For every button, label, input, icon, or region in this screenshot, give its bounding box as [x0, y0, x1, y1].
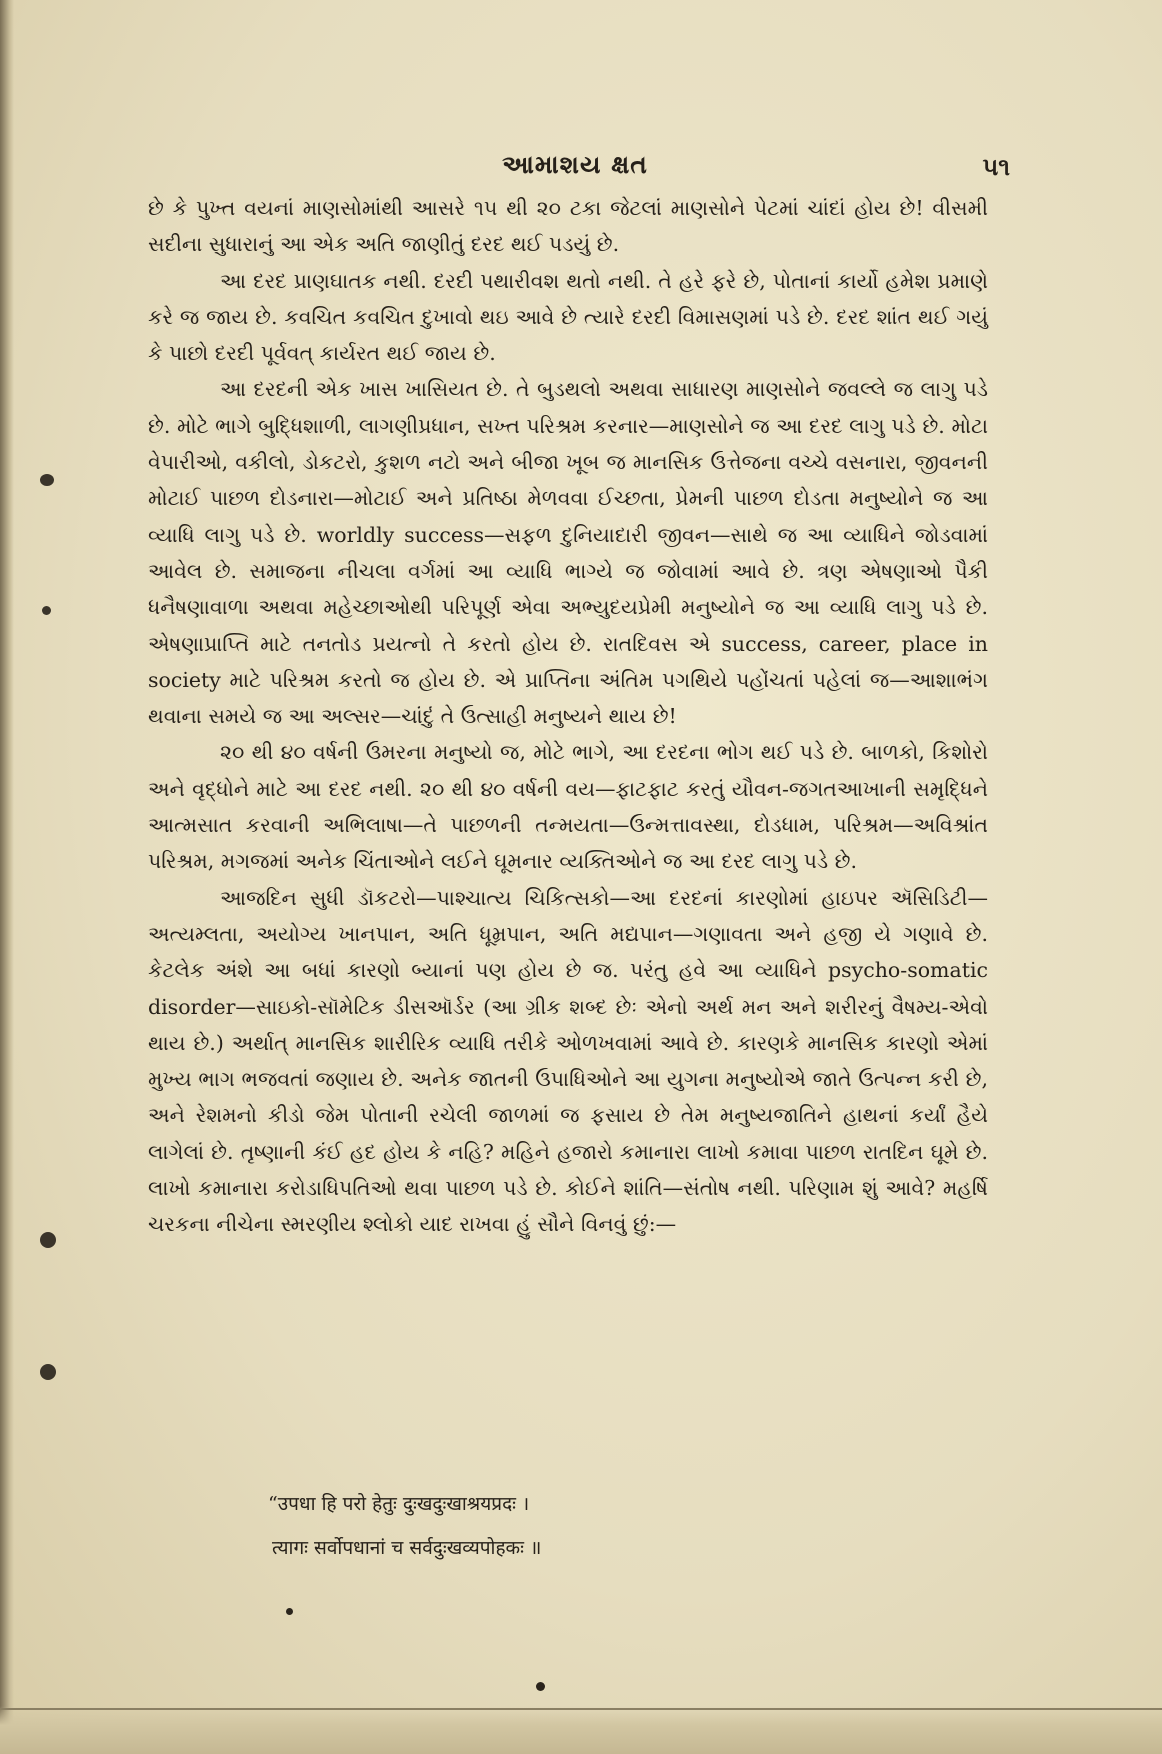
verse-line: त्यागः सर्वोपधानां च सर्वदुःखव्यपोहकः ॥ [272, 1537, 542, 1559]
binding-hole [40, 1232, 56, 1248]
binding-hole [42, 606, 51, 615]
paragraph: ૨૦ થી ૪૦ વર્ષની ઉમરના મનુષ્યો જ, મોટે ભાગે, આ દરદના ભોગ થઈ પડે છે. બાળકો, કિશોરો અને વૃદ્ધોને માટે આ દરદ નથી. ૨૦ થી ૪૦ વર્ષની વય—ફાટફાટ કરતું યૌવન-જગતઆખાની સમૃદ્ધિને આત્મસાત કરવાની અભિલાષા—તે પાછળની તન્મયતા—ઉન્મત્તાવસ્થા, દોડધામ, પરિશ્રમ—અવિશ્રાંત પરિશ્રમ, મગજમાં અનેક ચિંતાઓને લઈને ઘૂમનાર વ્યક્તિઓને જ આ દરદ લાગુ પડે છે. [148, 740, 988, 874]
ink-speck [536, 1682, 545, 1691]
paragraph: છે કે પુખ્ત વયનાં માણસોમાંથી આસરે ૧૫ થી ૨૦ ટકા જેટલાં માણસોને પેટમાં ચાંદાં હોય છે! વીસમી સદીના સુધારાનું આ એક અતિ જાણીતું દરદ થઈ પડયું છે. [148, 196, 988, 257]
verse-line: “उपधा हि परो हेतुः दुःखदुःखाश्रयप्रदः । [268, 1493, 530, 1515]
running-title: આમાશય ક્ષત [502, 150, 648, 179]
binding-hole [40, 1364, 56, 1380]
page-bottom-edge [0, 1706, 1162, 1754]
body-text [148, 190, 988, 1243]
paragraph: આ દરદ પ્રાણઘાતક નથી. દરદી પથારીવશ થતો નથી. તે હરે ફરે છે, પોતાનાં કાર્યો હમેશ પ્રમાણે કરે જ જાય છે. કવચિત કવચિત દુખાવો થઇ આવે છે ત્યારે દરદી વિમાસણમાં પડે છે. દરદ શાંત થઈ ગયું કે પાછો દરદી પૂર્વવત્ કાર્યરત થઈ જાય છે. [148, 268, 988, 366]
page-number: ૫૧ [982, 152, 1010, 181]
ink-speck [286, 1608, 293, 1615]
paragraph: આજદિન સુધી ડૉકટરો—પાશ્ચાત્ય ચિકિત્સકો—આ દરદનાં કારણોમાં હાઇપર ઍસિડિટી—અત્યમ્લતા, અયોગ્ય ખાનપાન, અતિ ધૂમ્રપાન, અતિ મદ્યપાન—ગણાવતા અને હજી યે ગણાવે છે. કેટલેક અંશે આ બધાં કારણો બ્યાનાં પણ હોય છે જ. પરંતુ હવે આ વ્યાધિને psycho-somatic disorder—સાઇકો-સૉમેટિક ડીસઑર્ડર (આ ગ્રીક શબ્દ છેઃ એનો અર્થ મન અને શરીરનું વૈષમ્ય-એવો થાય છે.) અર્થાત્ માનસિક શારીરિક વ્યાધિ તરીકે ઓળખવામાં આવે છે. કારણકે માનસિક કારણો એમાં મુખ્ય ભાગ ભજવતાં જણાય છે. અનેક જાતની ઉપાધિઓને આ યુગના મનુષ્યોએ જાતે ઉત્પન્ન કરી છે, અને રેશમનો કીડો જેમ પોતાની રચેલી જાળમાં જ ફસાય છે તેમ મનુષ્યજાતિને હાથનાં કર્યાં હૈયે લાગેલાં છે. તૃષ્ણાની કંઈ હદ હોય કે નહિ? મહિને હજારો કમાનારા લાખો કમાવા પાછળ રાતદિન ઘૂમે છે. લાખો કમાનારા કરોડાધિપતિઓ થવા પાછળ પડે છે. કોઈને શાંતિ—સંતોષ નથી. પરિણામ શું આવે? મહર્ષિ ચરકના નીચેના સ્મરણીય શ્લોકો યાદ રાખવા હું સૌને વિનવું છું:— [148, 885, 988, 1237]
binding-hole [40, 474, 54, 486]
page-edge-line [0, 1708, 1162, 1710]
paragraph: આ દરદની એક ખાસ ખાસિયત છે. તે બુડથલો અથવા સાધારણ માણસોને જવલ્લે જ લાગુ પડે છે. મોટે ભાગે બુદ્ધિશાળી, લાગણીપ્રધાન, સખ્ત પરિશ્રમ કરનાર—માણસોને જ આ દરદ લાગુ પડે છે. મોટા વેપારીઓ, વકીલો, ડોકટરો, કુશળ નટો અને બીજા ખૂબ જ માનસિક ઉત્તેજના વચ્ચે વસનારા, જીવનની મોટાઈ પાછળ દોડનારા—મોટાઈ અને પ્રતિષ્ઠા મેળવવા ઈચ્છતા, પ્રેમની પાછળ દોડતા મનુષ્યોને જ આ વ્યાધિ લાગુ પડે છે. worldly success—સફળ દુનિયાદારી જીવન—સાથે જ આ વ્યાધિને જોડવામાં આવેલ છે. સમાજના નીચલા વર્ગમાં આ વ્યાધિ ભાગ્યે જ જોવામાં આવે છે. ત્રણ એષણાઓ પૈકી ધનૈષણાવાળા અથવા મહેચ્છાઓથી પરિપૂર્ણ એવા અભ્યુદયપ્રેમી મનુષ્યોને જ આ વ્યાધિ લાગુ પડે છે. એષણાપ્રાપ્તિ માટે તનતોડ પ્રયત્નો તે કરતો હોય છે. રાતદિવસ એ success, career, place in society માટે પરિશ્રમ કરતો જ હોય છે. એ પ્રાપ્તિના અંતિમ પગથિયે પહોંચતાં પહેલાં જ—આશાભંગ થવાના સમયે જ આ અલ્સર—ચાંદું તે ઉત્સાહી મનુષ્યને થાય છે! [148, 377, 988, 729]
page-header [140, 150, 1010, 190]
page-binding-edge [0, 0, 14, 1754]
sanskrit-verse [268, 1482, 868, 1570]
